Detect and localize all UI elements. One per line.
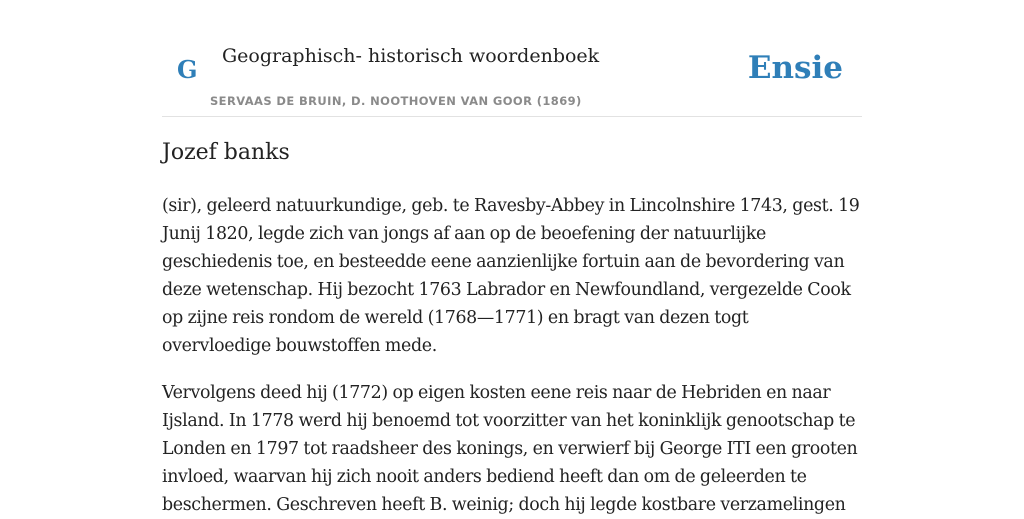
page: [162, 0, 862, 515]
header: [162, 0, 862, 117]
ensie-logo[interactable]: Ensie: [747, 50, 843, 86]
entry-title: Jozef banks: [162, 140, 290, 165]
entry-paragraph: (sir), geleerd natuurkundige, geb. te Ravesby-Abbey in Lincolnshire 1743, gest. 19 Junij 1820, legde zich van jongs af aan op de beoefening der natuurlijke geschiedenis toe, en besteedde eene aanzienlijke fortuin aan de bevordering van deze wetenschap. Hij bezocht 1763 Labrador en Newfoundland, vergezelde Cook op zijne reis rondom de wereld (1768—1771) en bragt van dezen togt overvloedige bouwstoffen mede.: [162, 196, 860, 356]
book-logo-letter[interactable]: G: [177, 55, 198, 84]
book-authors: SERVAAS DE BRUIN, D. NOOTHOVEN VAN GOOR (1869): [210, 94, 582, 108]
entry-paragraph: Vervolgens deed hij (1772) op eigen kosten eene reis naar de Hebriden en naar Ijsland. In 1778 werd hij benoemd tot voorzitter van het koninklijk genootschap te Londen en 1797 tot raadsheer des konings, en verwierf bij George ITI een grooten invloed, waarvan hij zich nooit anders bediend heeft dan om de geleerden te beschermen. Geschreven heeft B. weinig; doch hij legde kostbare verzamelingen: [162, 383, 858, 515]
book-title[interactable]: Geographisch- historisch woordenboek: [222, 45, 600, 67]
